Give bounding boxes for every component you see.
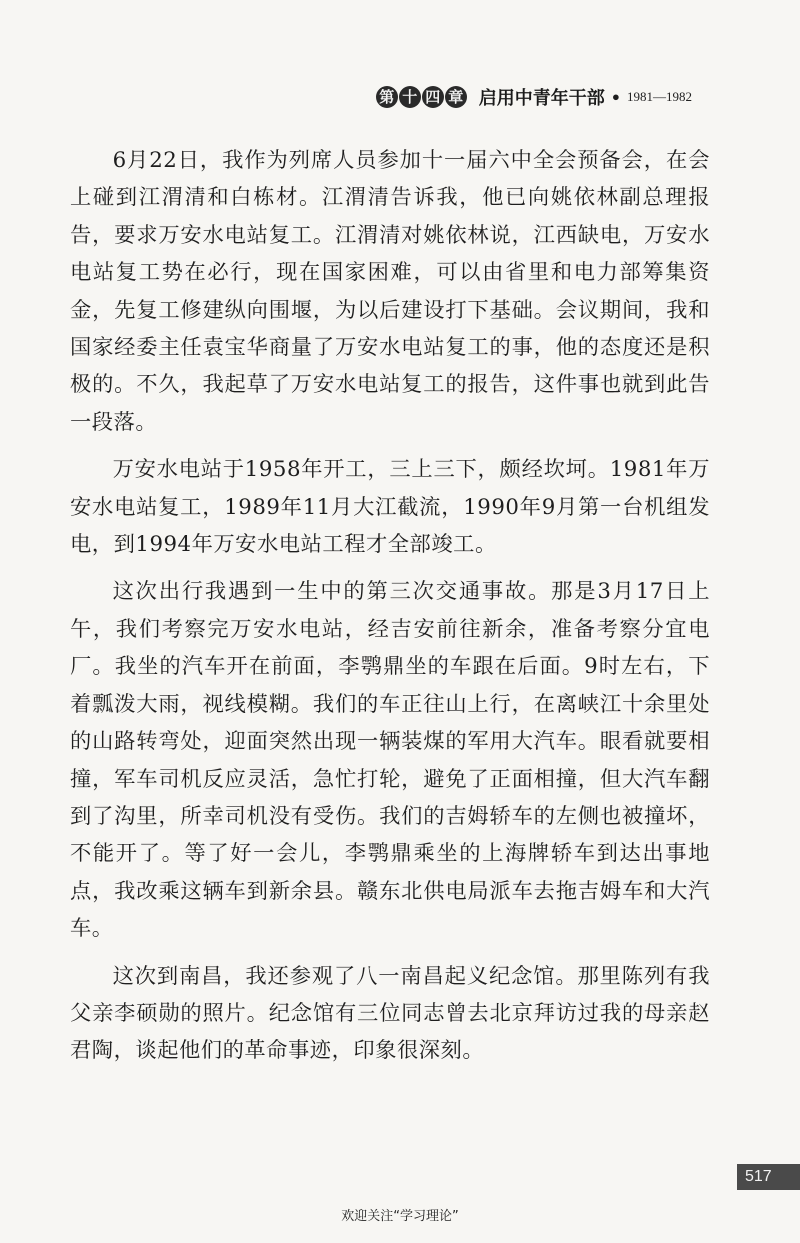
chapter-char: 章 — [445, 86, 467, 108]
header-bullet: • — [610, 87, 621, 107]
running-header — [376, 84, 692, 110]
chapter-char: 第 — [376, 86, 398, 108]
paragraph: 万安水电站于1958年开工，三上三下，颇经坎坷。1981年万安水电站复工，1989年11月大江截流，1990年9月第一台机组发电，到1994年万安水电站工程才全部竣工。 — [70, 457, 710, 558]
footer-note: 欢迎关注“学习理论” — [341, 1209, 459, 1224]
chapter-years: 1981—1982 — [627, 89, 692, 104]
chapter-char: 四 — [422, 86, 444, 108]
chapter-label — [376, 86, 467, 108]
chapter-char: 十 — [399, 86, 421, 108]
chapter-title: 启用中青年干部 — [478, 88, 605, 109]
paragraph: 6月22日，我作为列席人员参加十一届六中全会预备会，在会上碰到江渭清和白栋材。江渭清告诉我，他已向姚依林副总理报告，要求万安水电站复工。江渭清对姚依林说，江西缺电，万安水电站复工势在必行，现在国家困难，可以由省里和电力部筹集资金，先复工修建纵向围堰，为以后建设打下基础。会议期间，我和国家经委主任袁宝华商量了万安水电站复工的事，他的态度还是积极的。不久，我起草了万安水电站复工的报告，这件事也就到此告一段落。 — [70, 148, 710, 435]
paragraph: 这次出行我遇到一生中的第三次交通事故。那是3月17日上午，我们考察完万安水电站，经吉安前往新余，准备考察分宜电厂。我坐的汽车开在前面，李鹗鼎坐的车跟在后面。9时左右，下着瓢泼大雨，视线模糊。我们的车正往山上行，在离峡江十余里处的山路转弯处，迎面突然出现一辆装煤的军用大汽车。眼看就要相撞，军车司机反应灵活，急忙打轮，避免了正面相撞，但大汽车翻到了沟里，所幸司机没有受伤。我们的吉姆轿车的左侧也被撞坏，不能开了。等了好一会儿，李鹗鼎乘坐的上海牌轿车到达出事地点，我改乘这辆车到新余县。赣东北供电局派车去拖吉姆车和大汽车。 — [70, 579, 710, 942]
paragraph: 这次到南昌，我还参观了八一南昌起义纪念馆。那里陈列有我父亲李硕勋的照片。纪念馆有三位同志曾去北京拜访过我的母亲赵君陶，谈起他们的革命事迹，印象很深刻。 — [70, 963, 710, 1064]
body-text — [70, 142, 710, 1080]
page-number: 517 — [737, 1164, 800, 1190]
